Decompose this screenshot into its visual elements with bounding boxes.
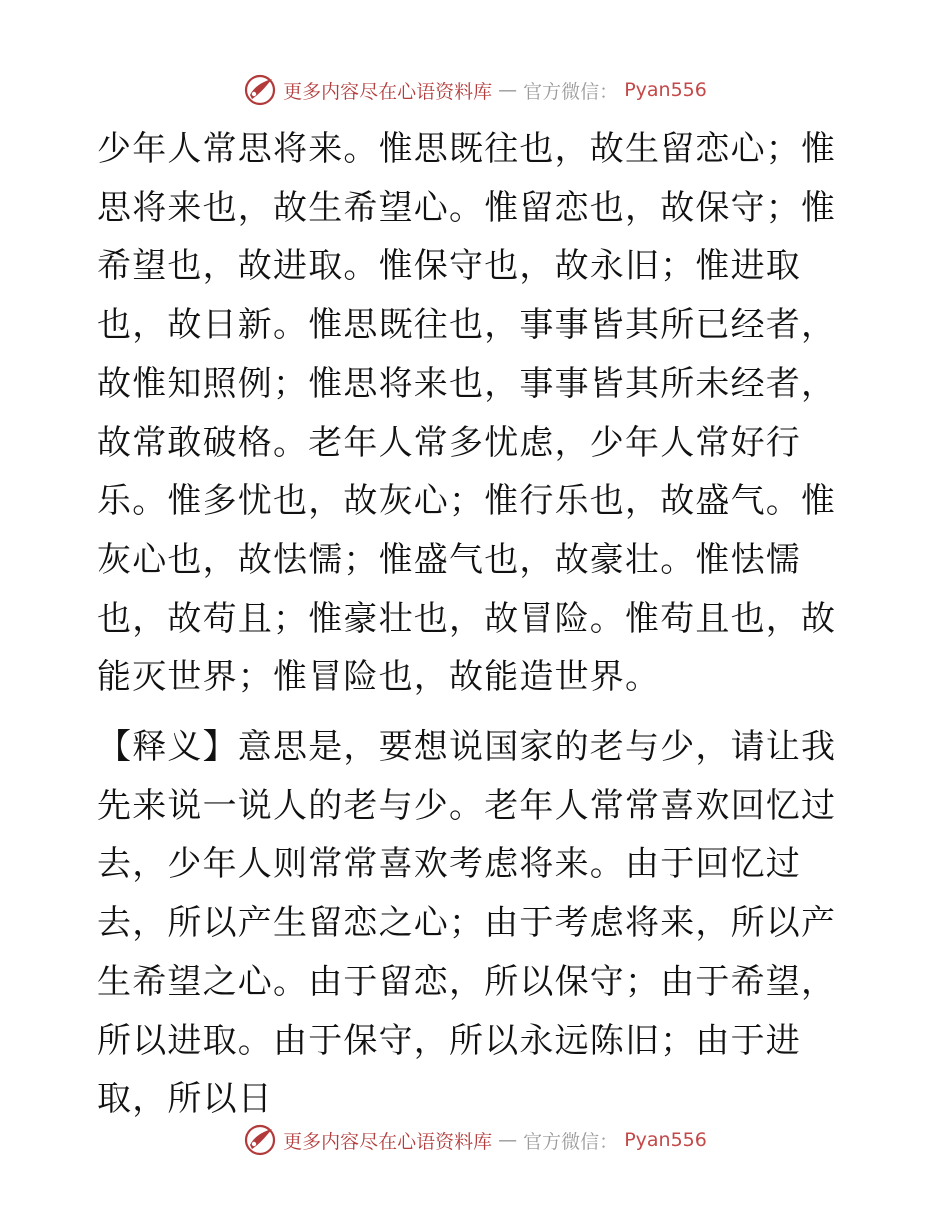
watermark-text: 更多内容尽在心语资料库 — [283, 1130, 493, 1153]
pen-logo-icon — [243, 73, 277, 107]
watermark-label: 官方微信： — [523, 1130, 619, 1153]
watermark-dash: — — [498, 79, 518, 101]
original-paragraph: 少年人常思将来。惟思既往也，故生留恋心；惟思将来也，故生希望心。惟留恋也，故保守；惟希望也，故进取。惟保守也，故永旧；惟进取也，故日新。惟思既往也，事事皆其所已经者，故惟知照例；惟思将来也，事事皆其所未经者，故常敢破格。老年人常多忧虑，少年人常好行乐。惟多忧也，故灰心；惟行乐也，故盛气。惟灰心也，故怯懦；惟盛气也，故豪壮。惟怯懦也，故苟且；惟豪壮也，故冒险。惟苟且也，故能灭世界；惟冒险也，故能造世界。 — [97, 129, 837, 698]
watermark-wechat-id: Pyan556 — [624, 1129, 707, 1151]
pen-logo-icon — [243, 1123, 277, 1157]
watermark-wechat-id: Pyan556 — [624, 79, 707, 101]
original-text-block — [97, 120, 857, 707]
header-watermark — [0, 70, 950, 110]
footer-watermark — [0, 1120, 950, 1160]
watermark-label: 官方微信： — [523, 80, 619, 103]
watermark-text: 更多内容尽在心语资料库 — [283, 80, 493, 103]
explanation-paragraph: 【释义】意思是，要想说国家的老与少，请让我先来说一说人的老与少。老年人常常喜欢回忆过去，少年人则常常喜欢考虑将来。由于回忆过去，所以产生留恋之心；由于考虑将来，所以产生希望之心。由于留恋，所以保守；由于希望，所以进取。由于保守，所以永远陈旧；由于进取，所以日 — [97, 727, 837, 1120]
explanation-text-block — [97, 718, 857, 1129]
watermark-dash: — — [498, 1129, 518, 1151]
